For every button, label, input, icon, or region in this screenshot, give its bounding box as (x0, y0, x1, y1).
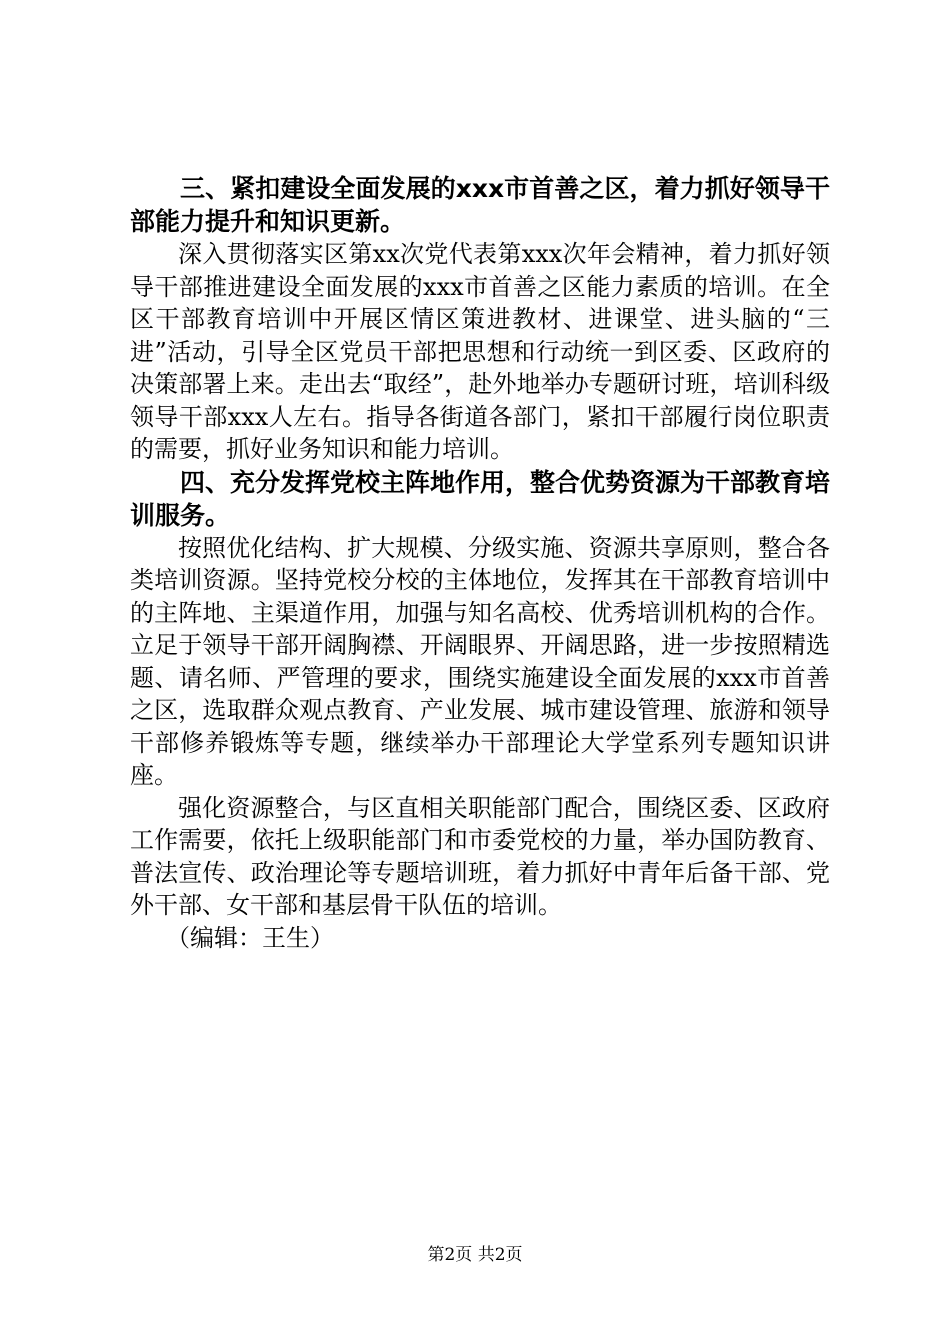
section-heading-3: 三、紧扣建设全面发展的xxx市首善之区，着力抓好领导干部能力提升和知识更新。 (130, 174, 830, 236)
section-4-paragraph-1: 按照优化结构、扩大规模、分级实施、资源共享原则，整合各类培训资源。坚持党校分校的主体地位，发挥其在干部教育培训中的主阵地、主渠道作用，加强与知名高校、优秀培训机构的合作。立足于领导干部开阔胸襟、开阔眼界、开阔思路，进一步按照精选题、请名师、严管理的要求，围绕实施建设全面发展的xxx市首善之区，选取群众观点教育、产业发展、城市建设管理、旅游和领导干部修养锻炼等专题，继续举办干部理论大学堂系列专题知识讲座。 (130, 533, 830, 789)
page-number-footer: 第2页 共2页 (427, 1245, 523, 1265)
editor-note: （编辑：王生） (166, 923, 334, 952)
section-heading-4: 四、充分发挥党校主阵地作用，整合优势资源为干部教育培训服务。 (130, 467, 831, 530)
section-4-paragraph-2: 强化资源整合，与区直相关职能部门配合，围绕区委、区政府工作需要，依托上级职能部门和市委党校的力量，举办国防教育、普法宣传、政治理论等专题培训班，着力抓好中青年后备干部、党外干部、女干部和基层骨干队伍的培训。 (130, 793, 830, 919)
section-3-paragraph-1: 深入贯彻落实区第xx次党代表第xxx次年会精神，着力抓好领导干部推进建设全面发展的xxx市首善之区能力素质的培训。在全区干部教育培训中开展区情区策进教材、进课堂、进头脑的“三进”活动，引导全区党员干部把思想和行动统一到区委、区政府的决策部署上来。走出去“取经”，赴外地举办专题研讨班，培训科级领导干部xxx人左右。指导各街道各部门，紧扣干部履行岗位职责的需要，抓好业务知识和能力培训。 (130, 240, 830, 463)
page-content (130, 172, 830, 954)
